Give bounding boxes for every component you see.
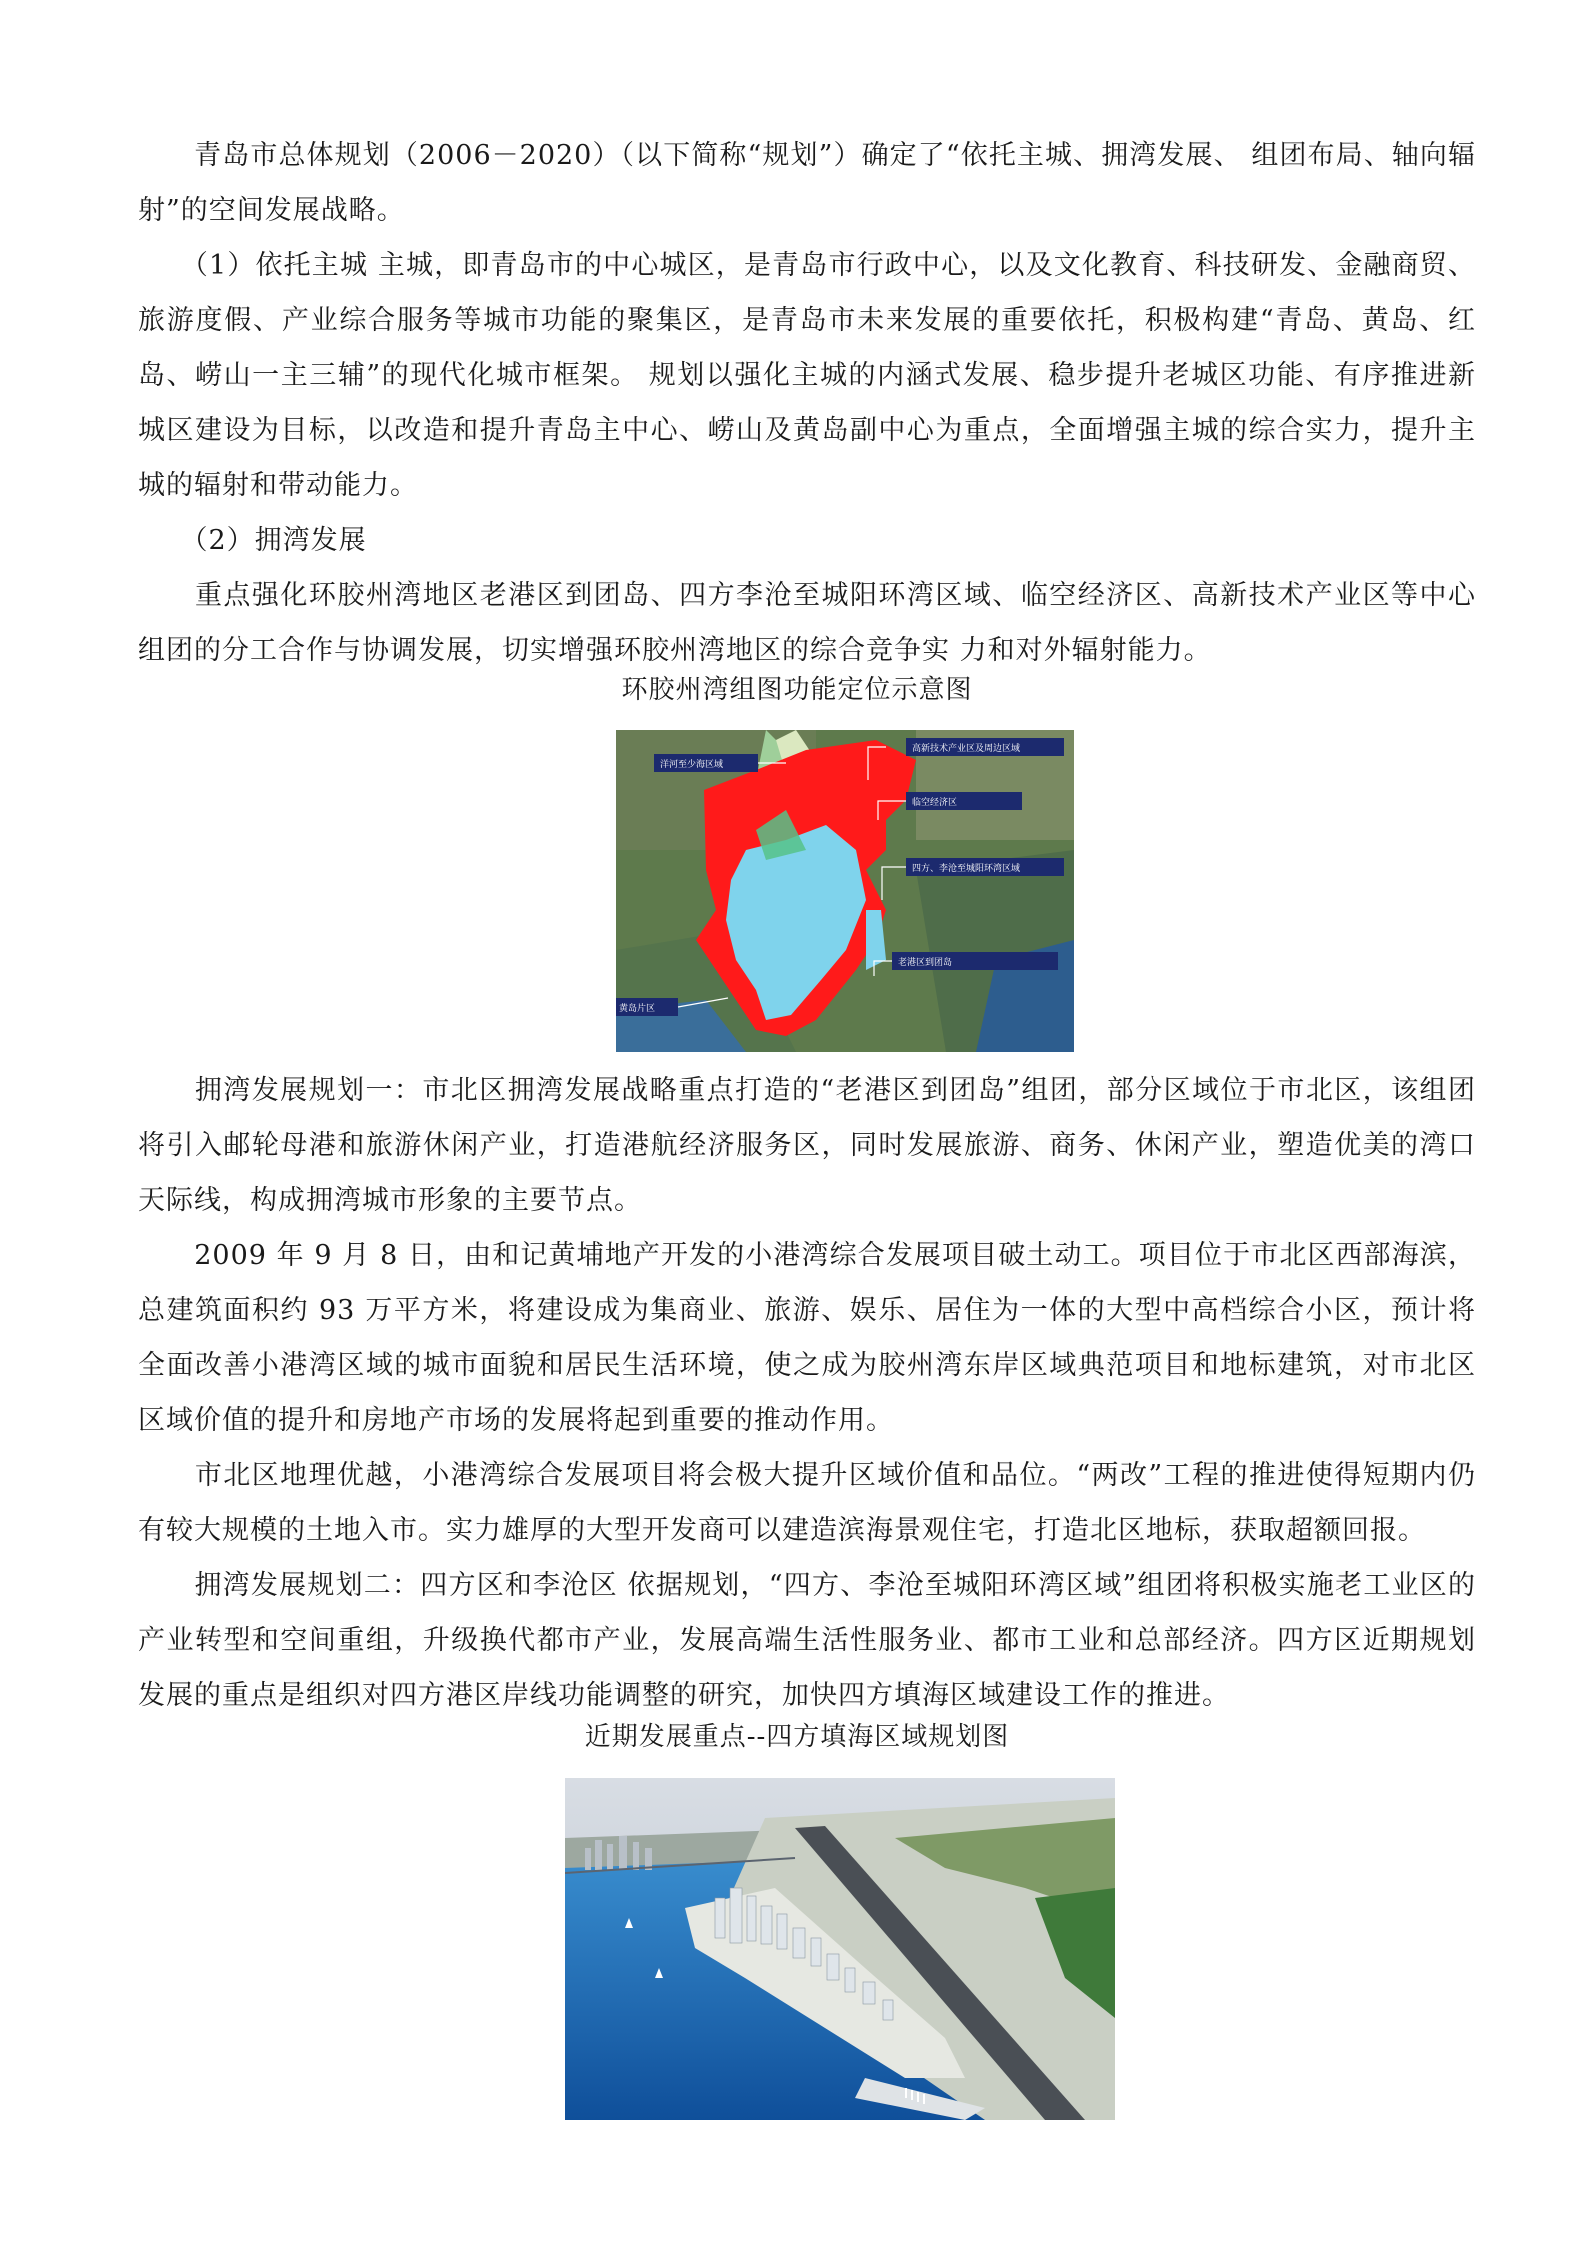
paragraph-main-city: （1）依托主城 主城，即青岛市的中心城区，是青岛市行政中心，以及文化教育、科技研发、金融商贸、旅游度假、产业综合服务等城市功能的聚集区，是青岛市未来发展的重要依托，积极构建“青岛、黄岛、红岛、崂山一主三辅”的现代化城市框架。 规划以强化主城的内涵式发展、稳步提升老城区功能、有序推进新城区建设为目标，以改造和提升青岛主中心、崂山及黄岛副中心为重点，全面增强主城的综合实力，提升主城的辐射和带动能力。 xyxy=(138,250,1476,501)
figure2-caption: 近期发展重点--四方填海区域规划图 xyxy=(584,1722,1010,1752)
svg-text:四方、李沧至城阳环湾区域: 四方、李沧至城阳环湾区域 xyxy=(912,864,1021,874)
figure1-caption: 环胶州湾组图功能定位示意图 xyxy=(621,675,973,705)
zoning-map-graphic xyxy=(616,730,1074,1052)
paragraph-bay-development: 重点强化环胶州湾地区老港区到团岛、四方李沧至城阳环湾区域、临空经济区、高新技术产业区等中心组团的分工合作与协调发展，切实增强环胶州湾地区的综合竞争实 力和对外辐射能力。 xyxy=(138,580,1476,666)
zone-label-c xyxy=(906,792,1022,810)
zone-label-e xyxy=(892,952,1058,970)
sifang-reclamation-rendering xyxy=(565,1778,1115,2120)
paragraph-bay-heading: （2）拥湾发展 xyxy=(138,525,367,556)
zone-label-a xyxy=(654,754,758,772)
svg-text:老港区到团岛: 老港区到团岛 xyxy=(898,958,953,968)
svg-text:洋河至少海区域: 洋河至少海区域 xyxy=(660,760,724,770)
jiaozhou-bay-zoning-map xyxy=(616,730,1074,1052)
paragraph-intro: 青岛市总体规划（2006－2020）（以下简称“规划”）确定了“依托主城、拥湾发展、 组团布局、轴向辐射”的空间发展战略。 xyxy=(138,140,1476,226)
reclamation-rendering-graphic xyxy=(565,1778,1115,2120)
paragraph-project-2009: 2009 年 9 月 8 日，由和记黄埔地产开发的小港湾综合发展项目破土动工。项目位于市北区西部海滨，总建筑面积约 93 万平方米，将建设成为集商业、旅游、娱乐、居住为一体的大型中高档综合小区，预计将全面改善小港湾区域的城市面貌和居民生活环境，使之成为胶州湾东岸区域典范项目和地标建筑，对市北区区域价值的提升和房地产市场的发展将起到重要的推动作用。 xyxy=(138,1240,1476,1436)
svg-text:黄岛片区: 黄岛片区 xyxy=(619,1004,656,1014)
paragraph-plan-two: 拥湾发展规划二：四方区和李沧区 依据规划，“四方、李沧至城阳环湾区域”组团将积极实施老工业区的产业转型和空间重组，升级换代都市产业，发展高端生活性服务业、都市工业和总部经济。四方区近期规划发展的重点是组织对四方港区岸线功能调整的研究，加快四方填海区域建设工作的推进。 xyxy=(138,1570,1476,1711)
zone-label-b xyxy=(906,738,1064,756)
svg-text:高新技术产业区及周边区域: 高新技术产业区及周边区域 xyxy=(912,744,1021,754)
paragraph-plan-one: 拥湾发展规划一：市北区拥湾发展战略重点打造的“老港区到团岛”组团，部分区域位于市北区，该组团将引入邮轮母港和旅游休闲产业，打造港航经济服务区，同时发展旅游、商务、休闲产业，塑造优美的湾口天际线，构成拥湾城市形象的主要节点。 xyxy=(138,1075,1476,1216)
zone-label-f xyxy=(616,998,678,1016)
svg-text:临空经济区: 临空经济区 xyxy=(912,798,958,808)
paragraph-location: 市北区地理优越，小港湾综合发展项目将会极大提升区域价值和品位。“两改”工程的推进使得短期内仍有较大规模的土地入市。实力雄厚的大型开发商可以建造滨海景观住宅，打造北区地标，获取超额回报。 xyxy=(138,1460,1476,1546)
zone-label-d xyxy=(906,858,1064,876)
